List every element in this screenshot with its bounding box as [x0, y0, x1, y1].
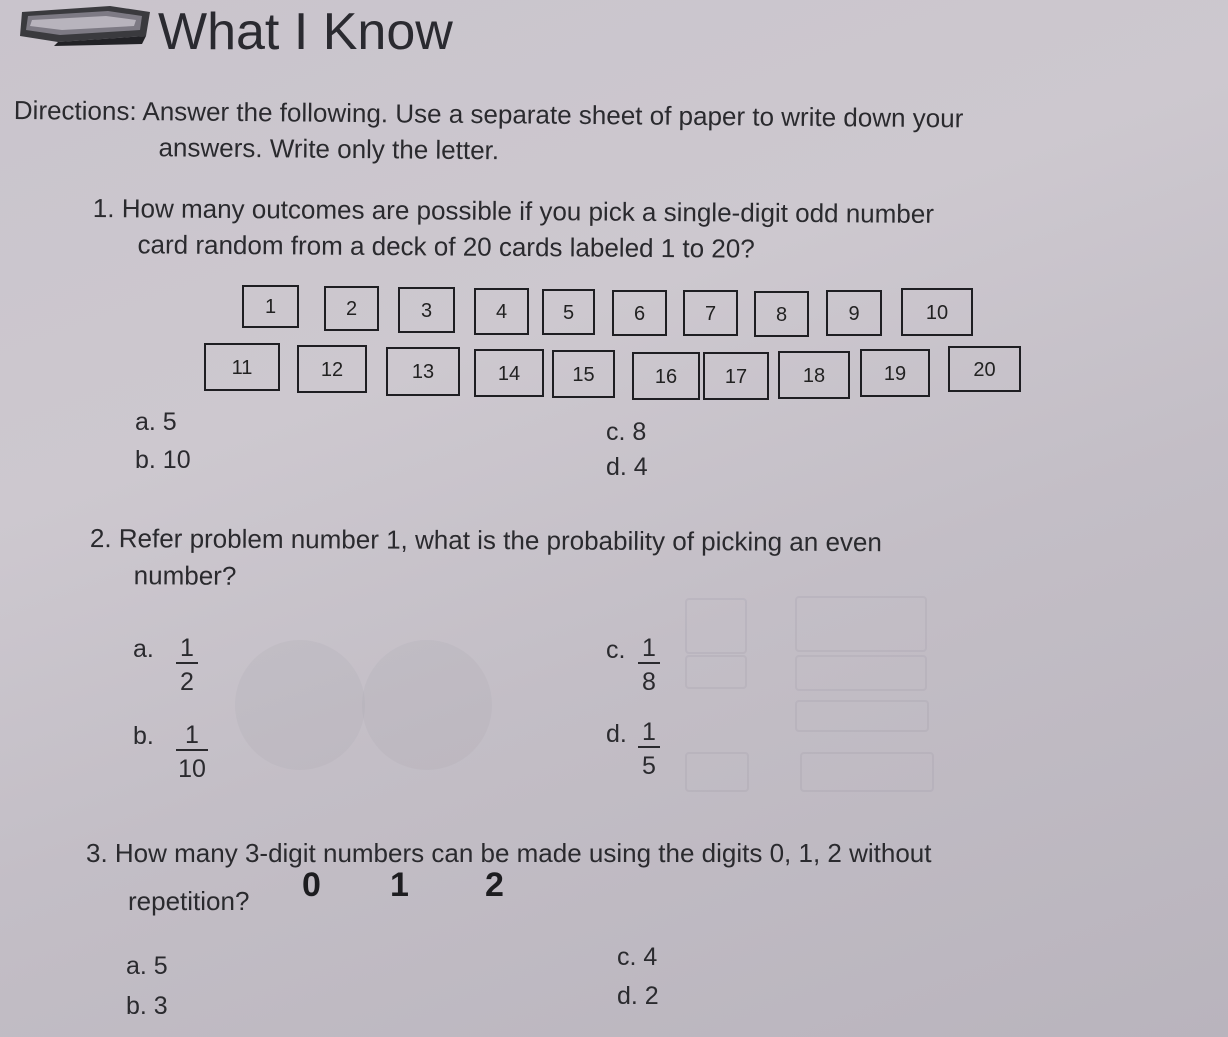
- q3-option-c: c. 4: [617, 943, 658, 971]
- number-card: 19: [860, 349, 930, 397]
- number-card: 14: [474, 349, 544, 397]
- directions-line-1: Directions: Answer the following. Use a separate sheet of paper to write down your: [13, 94, 964, 134]
- q1-option-b: b. 10: [135, 446, 191, 474]
- q2-option-d-letter: d.: [606, 720, 627, 748]
- q2-option-b-letter: b.: [133, 722, 154, 750]
- question-3-line-1: 3. How many 3-digit numbers can be made using the digits 0, 1, 2 without: [86, 838, 932, 868]
- q2-option-d-fraction: [638, 718, 660, 784]
- number-card: 8: [754, 291, 809, 337]
- number-card: 1: [242, 285, 299, 328]
- bleed-through-box: [685, 598, 747, 654]
- fraction-numerator: 1: [638, 634, 660, 664]
- question-2-line-1: 2. Refer problem number 1, what is the probability of picking an even: [89, 522, 882, 558]
- number-card: 10: [901, 288, 973, 336]
- number-card: 3: [398, 287, 455, 333]
- number-card: 9: [826, 290, 882, 336]
- bleed-through-circle: [235, 640, 365, 770]
- fraction-denominator: 5: [642, 752, 656, 780]
- q2-option-c-fraction: [638, 634, 660, 700]
- fraction-denominator: 2: [180, 668, 194, 696]
- number-card: 20: [948, 346, 1021, 392]
- q2-option-c-letter: c.: [606, 636, 626, 664]
- bleed-through-box: [795, 596, 927, 652]
- q2-option-a-letter: a.: [133, 635, 154, 663]
- page-title: What I Know: [158, 3, 453, 61]
- question-1: [92, 190, 935, 264]
- bleed-through-box: [685, 655, 747, 689]
- digit-card: 0: [302, 866, 321, 904]
- question-3: [86, 828, 932, 916]
- q3-option-b: b. 3: [126, 992, 168, 1020]
- q1-option-d: d. 4: [606, 453, 648, 481]
- digit-card: 2: [485, 866, 504, 904]
- number-card: 15: [552, 350, 615, 398]
- question-3-line-2: repetition?: [128, 886, 250, 916]
- number-card: 4: [474, 288, 529, 335]
- book-icon: [18, 2, 153, 46]
- number-card: 6: [612, 290, 667, 336]
- q1-option-a: a. 5: [135, 408, 177, 436]
- q3-option-d: d. 2: [617, 982, 659, 1010]
- directions-line-2: answers. Write only the letter.: [158, 132, 500, 166]
- number-card: 11: [204, 343, 280, 391]
- directions: [13, 92, 964, 166]
- number-card: 16: [632, 352, 700, 400]
- number-card: 5: [542, 289, 595, 335]
- bleed-through-box: [685, 752, 749, 792]
- fraction-numerator: 1: [176, 721, 208, 751]
- q2-option-b-fraction: [176, 721, 208, 787]
- number-card: 12: [297, 345, 367, 393]
- q1-option-c: c. 8: [606, 418, 647, 446]
- bleed-through-circle: [362, 640, 492, 770]
- q2-option-a-fraction: [176, 634, 198, 700]
- q3-option-a: a. 5: [126, 952, 168, 980]
- number-card: 18: [778, 351, 850, 399]
- fraction-numerator: 1: [638, 718, 660, 748]
- question-2: [89, 520, 882, 591]
- fraction-numerator: 1: [176, 634, 198, 664]
- bleed-through-box: [795, 700, 929, 732]
- bleed-through-box: [800, 752, 934, 792]
- question-1-line-2: card random from a deck of 20 cards labeled 1 to 20?: [137, 229, 755, 264]
- question-1-line-1: 1. How many outcomes are possible if you pick a single-digit odd number: [92, 192, 935, 229]
- fraction-denominator: 10: [178, 755, 206, 783]
- number-card: 17: [703, 352, 769, 400]
- number-card: 7: [683, 290, 738, 336]
- fraction-denominator: 8: [642, 668, 656, 696]
- number-card: 2: [324, 286, 379, 331]
- bleed-through-box: [795, 655, 927, 691]
- number-card: 13: [386, 347, 460, 396]
- question-2-line-2: number?: [133, 560, 237, 591]
- digit-card: 1: [390, 866, 409, 904]
